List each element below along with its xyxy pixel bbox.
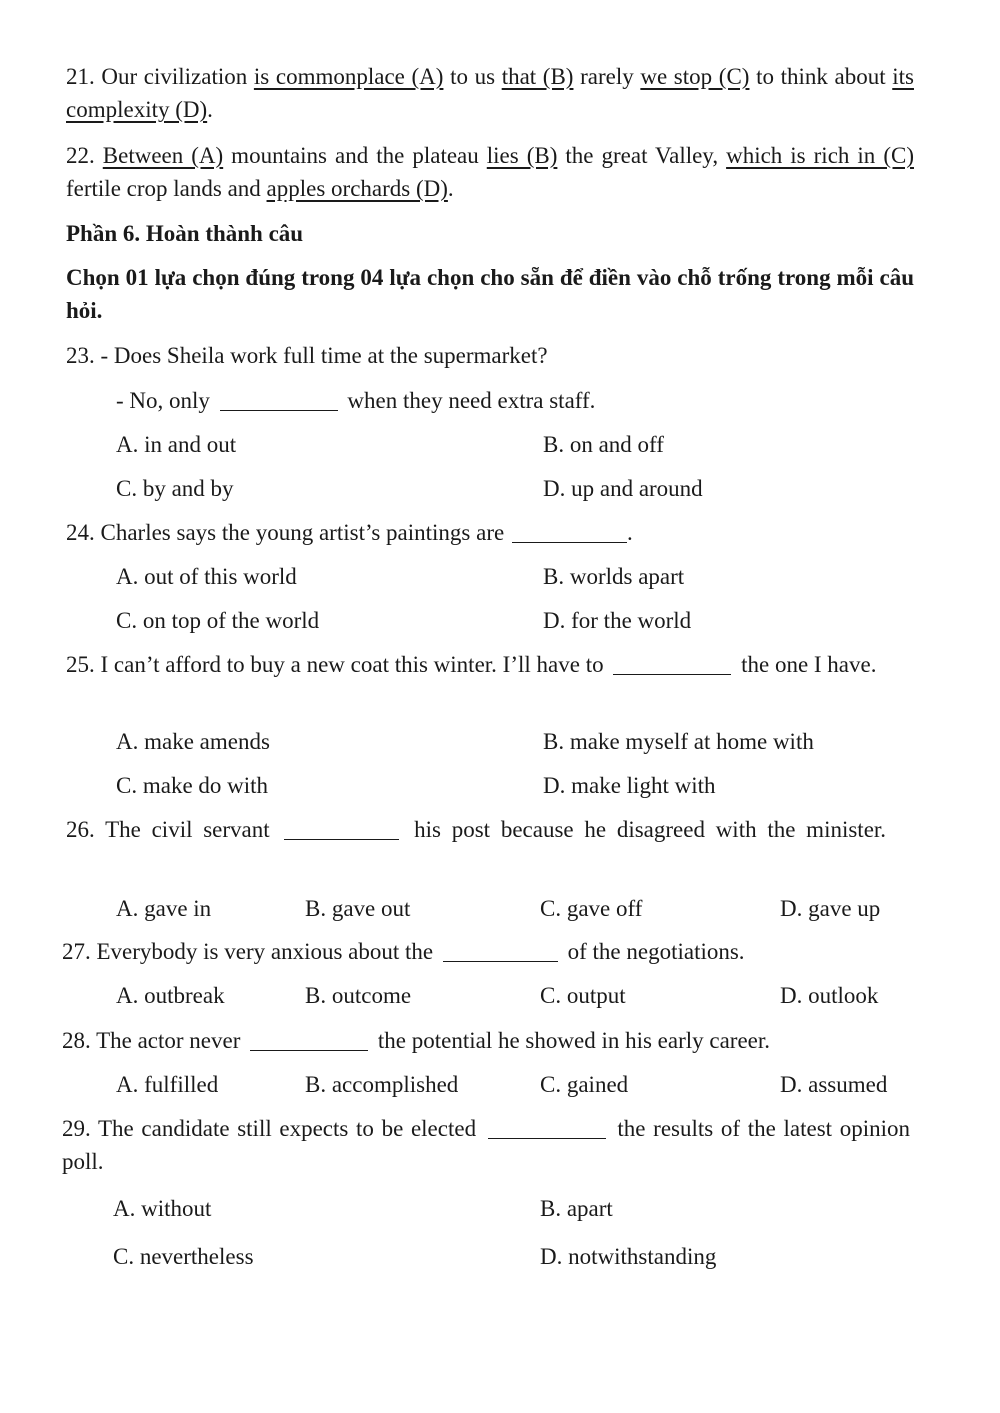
question-text: mountains and the plateau: [223, 143, 487, 168]
question-text: to us: [443, 64, 502, 89]
option-d: D. gave up: [780, 896, 881, 921]
option-a-underlined: is commonplace (A): [253, 64, 444, 89]
question-text: 22.: [66, 143, 103, 168]
option-a: A. in and out: [116, 432, 237, 457]
option-d: D. notwithstanding: [540, 1244, 717, 1269]
question-text: 29. The candidate still expects to be elected: [62, 1116, 484, 1141]
question-21: [66, 60, 914, 126]
option-d: D. for the world: [543, 608, 692, 633]
answer-blank: [284, 817, 399, 840]
question-text: his post because he disagreed with the minister.: [403, 817, 887, 842]
question-text: rarely: [573, 64, 641, 89]
section-instruction: Chọn 01 lựa chọn đúng trong 04 lựa chọn cho sẵn để điền vào chỗ trống trong mỗi câu hỏi.: [66, 265, 914, 323]
option-c: C. by and by: [116, 476, 234, 501]
option-b: B. make myself at home with: [543, 729, 814, 754]
option-a: A. without: [113, 1196, 212, 1221]
option-b: B. outcome: [305, 983, 412, 1008]
answer-blank: [613, 652, 731, 675]
option-d: D. outlook: [780, 983, 879, 1008]
question-24: [66, 516, 633, 549]
question-22: [66, 139, 914, 205]
question-text: when they need extra staff.: [341, 388, 596, 413]
option-d: D. up and around: [543, 476, 703, 501]
option-a: A. out of this world: [116, 564, 297, 589]
option-d: D. make light with: [543, 773, 716, 798]
question-text: the results of the latest opinion poll.: [62, 1116, 910, 1174]
question-text: to think about: [749, 64, 893, 89]
option-b: B. worlds apart: [543, 564, 685, 589]
section-title: Phần 6. Hoàn thành câu: [66, 221, 304, 246]
question-text: - No, only: [116, 388, 216, 413]
option-a: A. outbreak: [116, 983, 225, 1008]
question-text: .: [207, 97, 213, 122]
option-b: B. accomplished: [305, 1072, 459, 1097]
option-b: B. gave out: [305, 896, 411, 921]
question-25: [66, 648, 914, 681]
option-a-underlined: Between (A): [102, 143, 224, 168]
option-a: A. make amends: [116, 729, 270, 754]
option-c: C. output: [540, 983, 626, 1008]
answer-blank: [488, 1116, 606, 1139]
answer-blank: [443, 939, 558, 962]
option-b-underlined: that (B): [501, 64, 574, 89]
option-c: C. nevertheless: [113, 1244, 254, 1269]
option-b-underlined: lies (B): [486, 143, 558, 168]
question-text: 24. Charles says the young artist’s paintings are: [66, 520, 510, 545]
option-a: A. fulfilled: [116, 1072, 219, 1097]
question-23-reply: [116, 384, 595, 417]
answer-blank: [220, 388, 338, 411]
option-c-underlined: which is rich in (C): [726, 143, 914, 168]
question-29: [62, 1112, 910, 1178]
option-c: C. gave off: [540, 896, 643, 921]
question-26: [66, 813, 914, 846]
answer-blank: [512, 520, 627, 543]
option-c-underlined: we stop (C): [640, 64, 750, 89]
question-text: the potential he showed in his early career.: [372, 1028, 771, 1053]
question-text: 27. Everybody is very anxious about the: [62, 939, 439, 964]
question-text: fertile crop lands and: [66, 176, 267, 201]
question-text: 25. I can’t afford to buy a new coat this winter. I’ll have to: [66, 652, 610, 677]
option-b: B. on and off: [543, 432, 664, 457]
option-d-underlined: apples orchards (D): [266, 176, 448, 201]
question-text: .: [626, 520, 633, 545]
option-a: A. gave in: [116, 896, 212, 921]
answer-blank: [250, 1028, 368, 1051]
question-28: [62, 1024, 770, 1057]
question-23: 23. - Does Sheila work full time at the supermarket?: [66, 343, 548, 368]
question-text: 28. The actor never: [62, 1028, 247, 1053]
question-text: of the negotiations.: [561, 939, 745, 964]
option-d: D. assumed: [780, 1072, 888, 1097]
option-d-underlined: its complexity (D): [66, 64, 914, 122]
question-text: 21. Our civilization: [66, 64, 254, 89]
question-text: .: [447, 176, 454, 201]
option-c: C. on top of the world: [116, 608, 320, 633]
question-text: 26. The civil servant: [66, 817, 281, 842]
option-b: B. apart: [540, 1196, 613, 1221]
option-c: C. make do with: [116, 773, 269, 798]
question-27: [62, 935, 745, 968]
question-text: the one I have.: [735, 652, 877, 677]
question-text: the great Valley,: [557, 143, 727, 168]
option-c: C. gained: [540, 1072, 629, 1097]
